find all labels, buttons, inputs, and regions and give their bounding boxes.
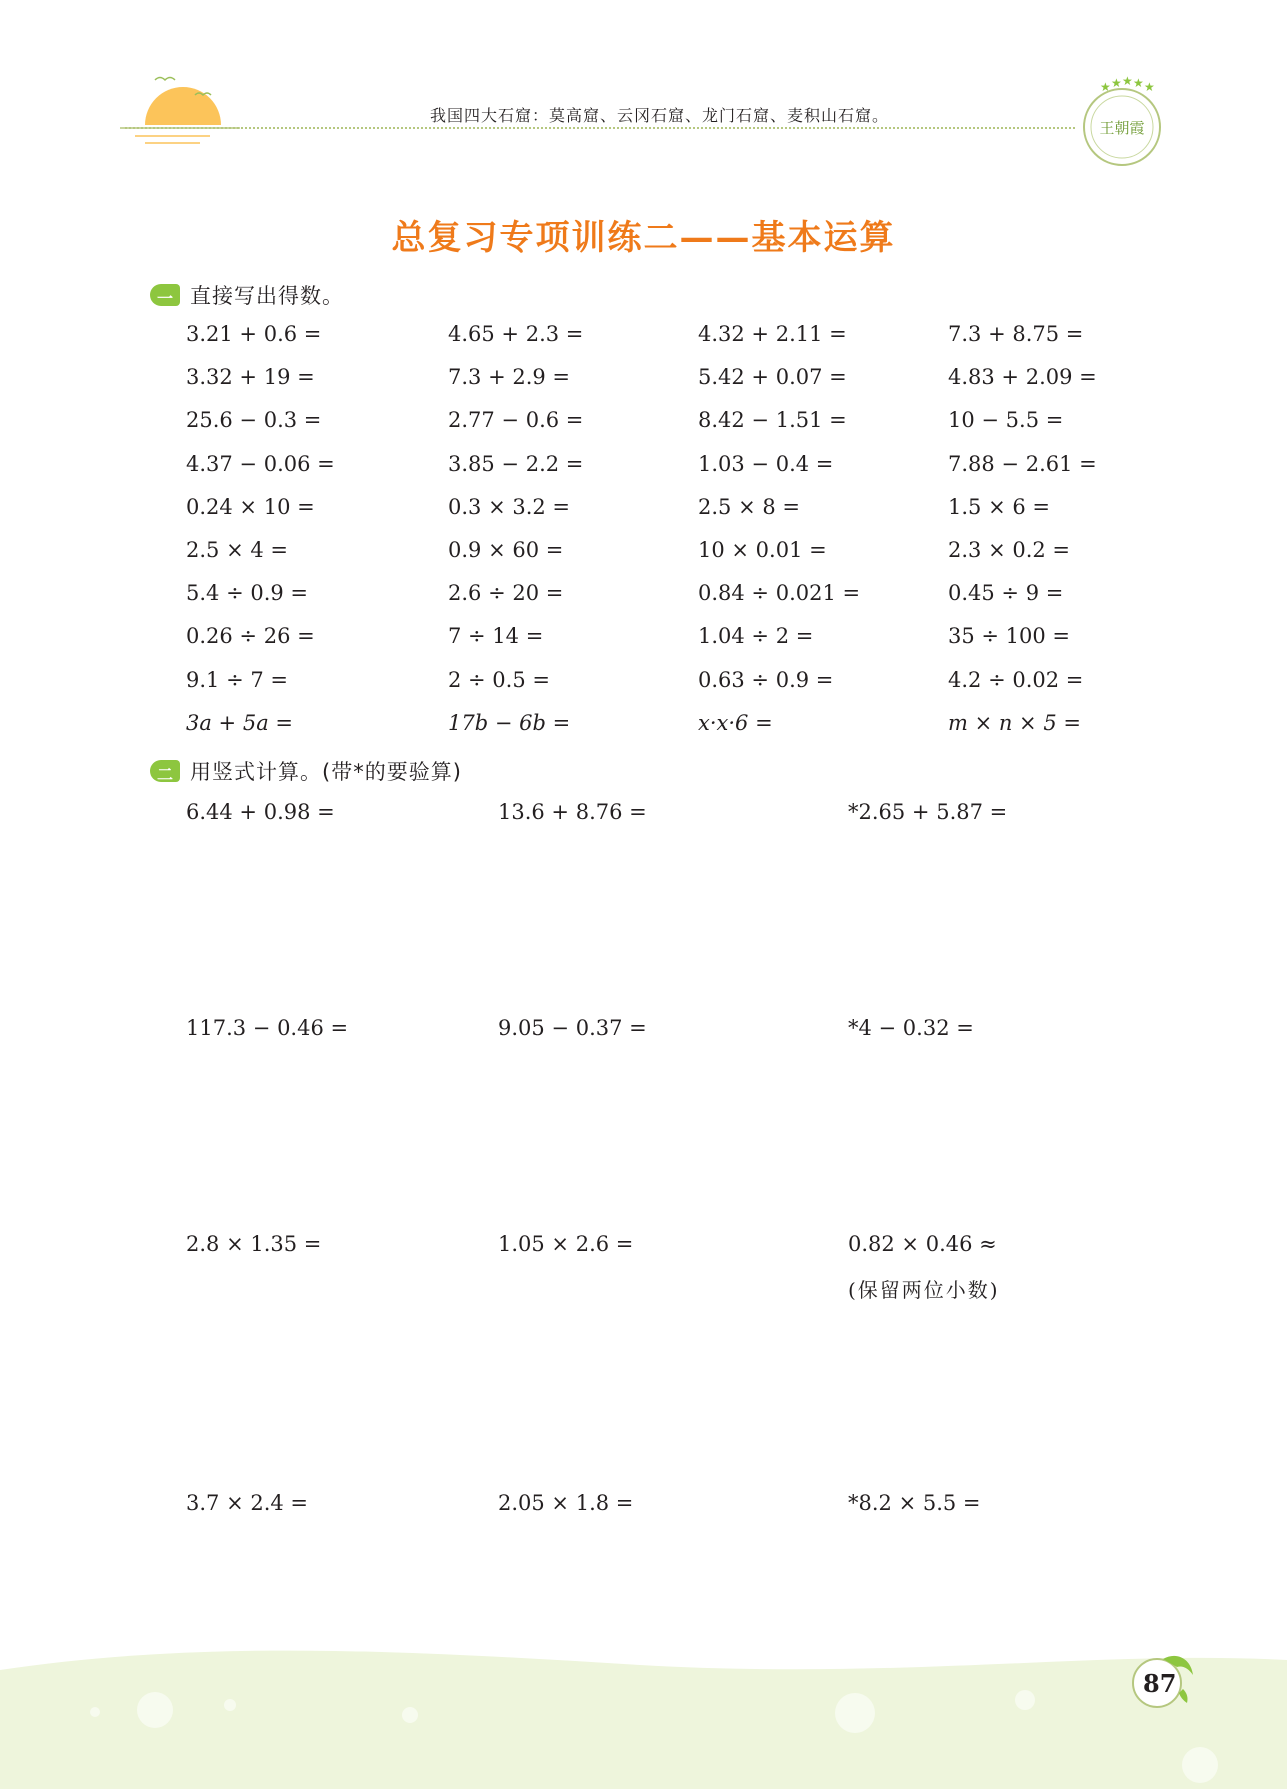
problem: 2.5 × 4 = xyxy=(186,537,288,562)
problem: 7.3 + 2.9 = xyxy=(448,365,571,390)
section-1-header xyxy=(150,280,344,310)
problem: x·x·6 = xyxy=(698,710,773,735)
problem: 3.85 − 2.2 = xyxy=(448,451,584,476)
problem: 1.04 ÷ 2 = xyxy=(698,624,814,649)
problem-row xyxy=(186,711,1186,754)
problem: 9.1 ÷ 7 = xyxy=(186,667,288,692)
problem: 4.37 − 0.06 = xyxy=(186,451,335,476)
problem: 2.5 × 8 = xyxy=(698,494,800,519)
problem-row xyxy=(186,365,1186,408)
header-fact: 我国四大石窟：莫高窟、云冈石窟、龙门石窟、麦积山石窟。 xyxy=(430,106,890,125)
problem: 0.3 × 3.2 = xyxy=(448,494,571,519)
problem: 3a + 5a = xyxy=(186,710,293,735)
rounding-note: (保留两位小数) xyxy=(848,1278,1000,1302)
section-title: 直接写出得数。 xyxy=(190,284,344,308)
problem: 7 ÷ 14 = xyxy=(448,624,544,649)
problem: 1.05 × 2.6 = xyxy=(498,1232,634,1256)
sunset-icon xyxy=(115,70,255,160)
problem: 117.3 − 0.46 = xyxy=(186,1016,349,1040)
problem: 10 × 0.01 = xyxy=(698,537,827,562)
page-number-badge xyxy=(1125,1645,1205,1725)
problem: 2.6 ÷ 20 = xyxy=(448,581,564,606)
problem: 4.83 + 2.09 = xyxy=(948,365,1097,390)
problem: m × n × 5 = xyxy=(948,710,1081,735)
problem: 2.3 × 0.2 = xyxy=(948,537,1071,562)
problem: 3.7 × 2.4 = xyxy=(186,1491,309,1515)
problem: 25.6 − 0.3 = xyxy=(186,408,322,433)
problem: 3.32 + 19 = xyxy=(186,365,315,390)
footer-wave xyxy=(0,1640,1287,1789)
problem: 4.65 + 2.3 = xyxy=(448,322,584,346)
problem: 0.84 ÷ 0.021 = xyxy=(698,581,861,606)
problem: 8.42 − 1.51 = xyxy=(698,408,847,433)
svg-text:★: ★ xyxy=(1133,76,1144,90)
page-header xyxy=(0,0,1287,170)
header-divider xyxy=(125,127,1075,129)
section-title: 用竖式计算。(带*的要验算) xyxy=(190,760,462,784)
svg-text:王朝霞: 王朝霞 xyxy=(1099,119,1145,137)
page-number: 87 xyxy=(1143,1669,1177,1698)
problem: 7.3 + 8.75 = xyxy=(948,322,1084,346)
problem: 0.63 ÷ 0.9 = xyxy=(698,667,834,692)
problem: 17b − 6b = xyxy=(448,710,571,735)
problem-row xyxy=(186,408,1186,451)
problem: *8.2 × 5.5 = xyxy=(848,1491,981,1515)
section-number: 二 xyxy=(157,765,174,784)
problem-row xyxy=(186,495,1186,538)
oral-arithmetic-grid xyxy=(186,322,1186,754)
problem-row xyxy=(186,538,1186,581)
problem: 2.77 − 0.6 = xyxy=(448,408,584,433)
svg-text:★: ★ xyxy=(1144,80,1155,94)
problem-row xyxy=(186,581,1186,624)
problem-with-note xyxy=(848,1232,1000,1303)
problem: *4 − 0.32 = xyxy=(848,1016,974,1040)
section-number-badge xyxy=(150,284,180,306)
svg-text:★: ★ xyxy=(1100,80,1111,94)
problem: 0.24 × 10 = xyxy=(186,494,315,519)
problem-row xyxy=(186,322,1186,365)
problem: 5.4 ÷ 0.9 = xyxy=(186,581,309,606)
problem: 2 ÷ 0.5 = xyxy=(448,667,550,692)
problem: 35 ÷ 100 = xyxy=(948,624,1071,649)
problem: 2.8 × 1.35 = xyxy=(186,1232,322,1256)
problem: 2.05 × 1.8 = xyxy=(498,1491,634,1515)
logo-badge xyxy=(1075,75,1170,170)
section-number-badge xyxy=(150,760,180,782)
problem: 7.88 − 2.61 = xyxy=(948,451,1097,476)
problem: 9.05 − 0.37 = xyxy=(498,1016,647,1040)
problem: *2.65 + 5.87 = xyxy=(848,800,1008,824)
problem-row xyxy=(186,668,1186,711)
problem: 10 − 5.5 = xyxy=(948,408,1064,433)
section-number: 一 xyxy=(157,289,174,308)
problem: 4.32 + 2.11 = xyxy=(698,322,847,346)
problem: 4.2 ÷ 0.02 = xyxy=(948,667,1084,692)
page-title: 总复习专项训练二——基本运算 xyxy=(391,218,896,258)
problem: 3.21 + 0.6 = xyxy=(186,322,322,346)
problem-row xyxy=(186,452,1186,495)
svg-text:★: ★ xyxy=(1111,76,1122,90)
problem: 1.03 − 0.4 = xyxy=(698,451,834,476)
problem: 5.42 + 0.07 = xyxy=(698,365,847,390)
problem: 6.44 + 0.98 = xyxy=(186,800,335,824)
problem: 0.9 × 60 = xyxy=(448,537,564,562)
problem: 1.5 × 6 = xyxy=(948,494,1050,519)
problem: 0.82 × 0.46 ≈ xyxy=(848,1232,997,1256)
svg-text:★: ★ xyxy=(1122,75,1133,88)
section-2-header xyxy=(150,756,462,786)
problem: 0.26 ÷ 26 = xyxy=(186,624,315,649)
problem: 13.6 + 8.76 = xyxy=(498,800,647,824)
problem: 0.45 ÷ 9 = xyxy=(948,581,1064,606)
problem-row xyxy=(186,624,1186,667)
